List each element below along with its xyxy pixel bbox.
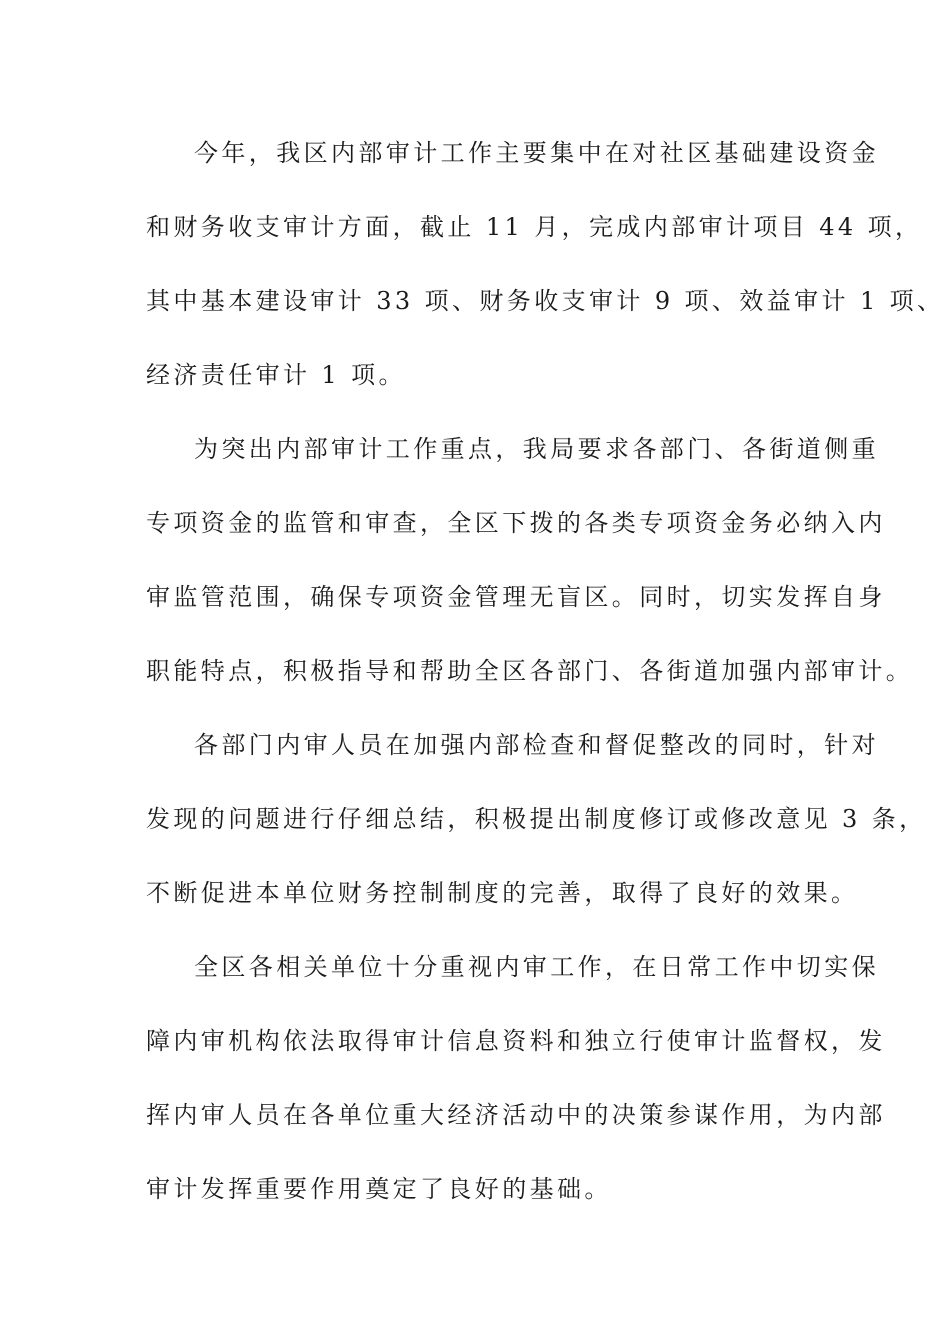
paragraph-1 [146,128,945,424]
paragraph-2 [146,424,914,720]
text-line: 全区各相关单位十分重视内审工作，在日常工作中切实保 [194,953,879,981]
text-line: 经济责任审计 1 项。 [146,361,406,389]
text-line: 和财务收支审计方面，截止 11 月，完成内部审计项目 44 项， [146,213,923,241]
text-line: 不断促进本单位财务控制制度的完善，取得了良好的效果。 [146,879,859,907]
document-body [146,128,945,1238]
paragraph-4 [146,942,886,1238]
text-line: 今年，我区内部审计工作主要集中在对社区基础建设资金 [194,139,879,167]
text-line: 各部门内审人员在加强内部检查和督促整改的同时，针对 [194,731,879,759]
paragraph-3 [146,720,927,942]
text-line: 挥内审人员在各单位重大经济活动中的决策参谋作用，为内部 [146,1101,886,1129]
text-line: 发现的问题进行仔细总结，积极提出制度修订或修改意见 3 条， [146,805,927,833]
text-line: 审计发挥重要作用奠定了良好的基础。 [146,1175,612,1203]
text-line: 障内审机构依法取得审计信息资料和独立行使审计监督权，发 [146,1027,886,1055]
text-line: 专项资金的监管和审查，全区下拨的各类专项资金务必纳入内 [146,509,886,537]
text-line: 职能特点，积极指导和帮助全区各部门、各街道加强内部审计。 [146,657,914,685]
text-line: 其中基本建设审计 33 项、财务收支审计 9 项、效益审计 1 项、 [146,287,945,315]
text-line: 为突出内部审计工作重点，我局要求各部门、各街道侧重 [194,435,879,463]
text-line: 审监管范围，确保专项资金管理无盲区。同时，切实发挥自身 [146,583,886,611]
